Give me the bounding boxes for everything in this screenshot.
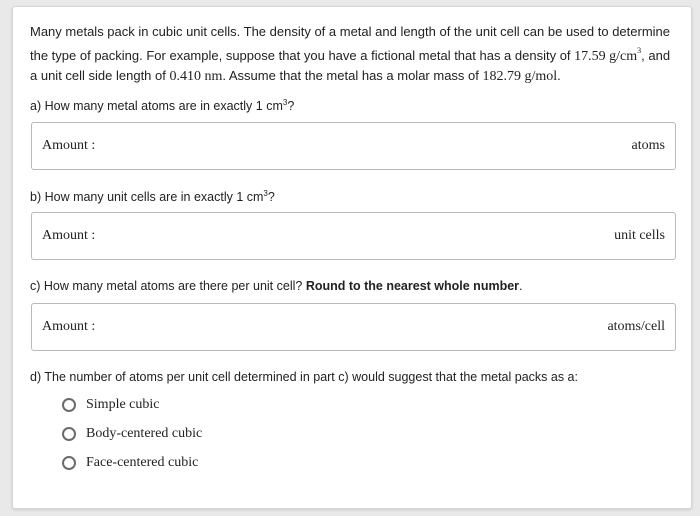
question-d: d) The number of atoms per unit cell determined in part c) would suggest that the metal packs as a:: [30, 370, 578, 384]
option-body-centered-cubic[interactable]: [62, 424, 202, 444]
density-exponent: 3: [637, 46, 642, 55]
option-face-centered-cubic[interactable]: [62, 453, 198, 473]
intro-text-1: Many metals pack in cubic unit cells. The density of a metal and length of the unit cell can be used to determine the type of packing. For example, suppose that you have a fictional metal that has a density of: [30, 24, 671, 63]
option-label: Body-centered cubic: [86, 426, 203, 441]
amount-label: Amount :: [42, 319, 96, 334]
answer-field-b[interactable]: [31, 212, 676, 260]
radio-button-icon[interactable]: [62, 456, 76, 470]
option-simple-cubic[interactable]: [62, 395, 160, 415]
amount-input-a[interactable]: [122, 131, 552, 161]
question-card: [12, 6, 692, 509]
question-c: c) How many metal atoms are there per unit cell? Round to the nearest whole number.: [30, 279, 523, 293]
unit-label-atoms: atoms: [631, 138, 665, 153]
answer-field-c[interactable]: [31, 303, 676, 351]
question-b: b) How many unit cells are in exactly 1 $cm^3$?: [30, 189, 275, 204]
intro-text-4: .: [557, 68, 561, 83]
amount-label: Amount :: [42, 228, 96, 243]
molar-mass-value: 182.79 g/mol: [482, 69, 558, 84]
density-value: 17.59 $g/cm^3$: [574, 46, 642, 64]
option-label: Face-centered cubic: [86, 455, 199, 470]
unit-label-atoms-per-cell: atoms/cell: [607, 319, 665, 334]
problem-statement: [30, 22, 680, 86]
intro-text-3: . Assume that the metal has a molar mass of: [222, 68, 483, 83]
rounding-instruction: Round to the nearest whole number: [305, 279, 520, 293]
option-label: Simple cubic: [86, 397, 160, 412]
radio-button-icon[interactable]: [62, 427, 76, 441]
length-value: 0.410 nm: [169, 69, 223, 84]
radio-button-icon[interactable]: [62, 398, 76, 412]
amount-input-b[interactable]: [122, 221, 552, 251]
intro-text-2: , and a unit cell side length of: [30, 48, 671, 83]
amount-input-c[interactable]: [122, 312, 552, 342]
unit-label-unit-cells: unit cells: [614, 228, 665, 243]
question-a: a) How many metal atoms are in exactly 1 $cm^3$?: [30, 98, 295, 113]
answer-field-a[interactable]: [31, 122, 676, 170]
amount-label: Amount :: [42, 138, 96, 153]
